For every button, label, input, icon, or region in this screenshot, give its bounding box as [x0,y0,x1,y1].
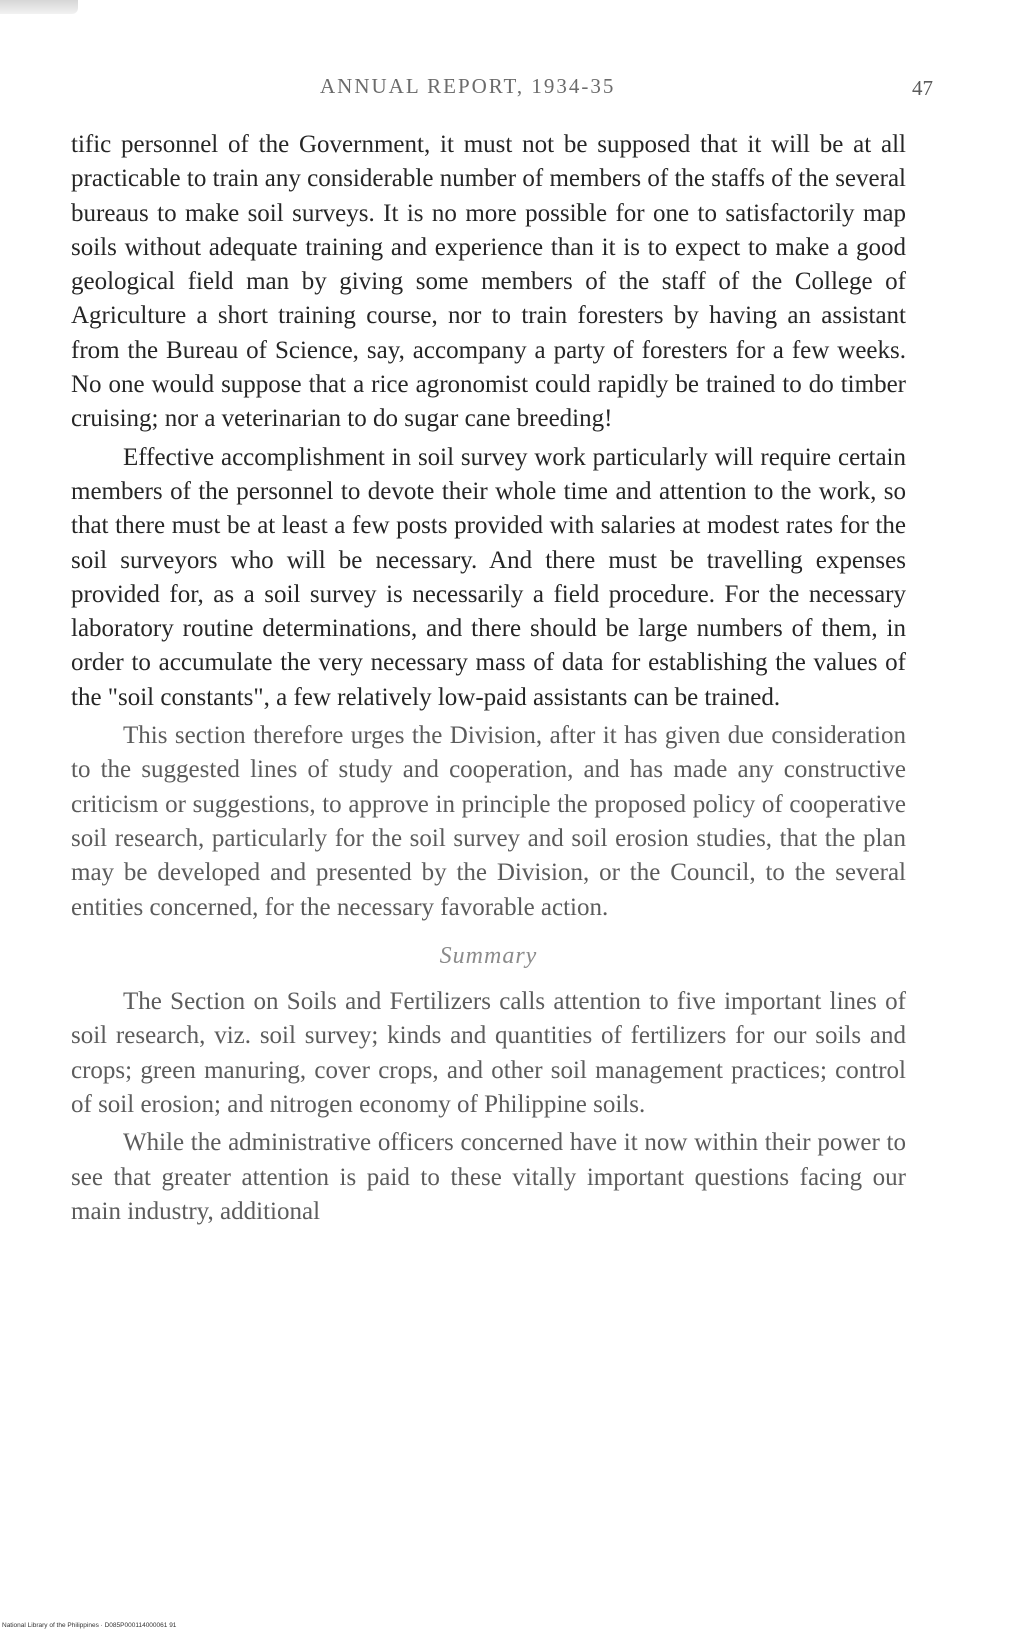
page-number: 47 [912,76,933,100]
archive-footer: National Library of the Philippines · D085P000114000061 91 [2,1622,177,1629]
page-body [71,128,906,1229]
scan-corner-mark [0,0,78,14]
paragraph-administrative: While the administrative officers concerned have it now within their power to see that greater attention is paid to these vitally important questions facing our main industry, additional [71,1129,906,1225]
running-head: ANNUAL REPORT, 1934-35 [320,74,616,98]
summary-heading: Summary [439,942,538,969]
paragraph-recommendation: This section therefore urges the Division, after it has given due consideration to the suggested lines of study and cooperation, and has made any constructive criticism or suggestions, to approve in principle the proposed policy of cooperative soil research, particularly for the soil survey and soil erosion studies, that the plan may be developed and presented by the Division, or the Council, to the several entities concerned, for the necessary favorable action. [71,722,906,921]
paragraph-soil-survey-staffing: Effective accomplishment in soil survey work particularly will require certain members of the personnel to devote their whole time and attention to the work, so that there must be at least a few posts provided with salaries at modest rates for the soil surveyors who will be necessary. And there must be travelling expenses provided for, as a soil survey is necessarily a field procedure. For the necessary laboratory routine determinations, and there should be large numbers of them, in order to accumulate the very necessary mass of data for establishing the values of the "soil constants", a few relatively low-paid assistants can be trained. [71,443,906,711]
paragraph-summary: The Section on Soils and Fertilizers calls attention to five important lines of soil research, viz. soil survey; kinds and quantities of fertilizers for our soils and crops; green manuring, cover crops, and other soil management practices; control of soil erosion; and nitrogen economy of Philippine soils. [71,988,906,1119]
paragraph-continued: tific personnel of the Government, it must not be supposed that it will be at all practicable to train any considerable number of members of the staffs of the several bureaus to make soil surveys. It is no more possible for one to satisfactorily map soils without adequate training and experience than it is to expect to make a good geological field man by giving some members of the staff of the College of Agriculture a short training course, nor to train foresters by having an assistant from the Bureau of Science, say, accompany a party of foresters for a few weeks. No one would suppose that a rice agronomist could rapidly be trained to do timber cruising; nor a veterinarian to do sugar cane breeding! [71,131,906,433]
